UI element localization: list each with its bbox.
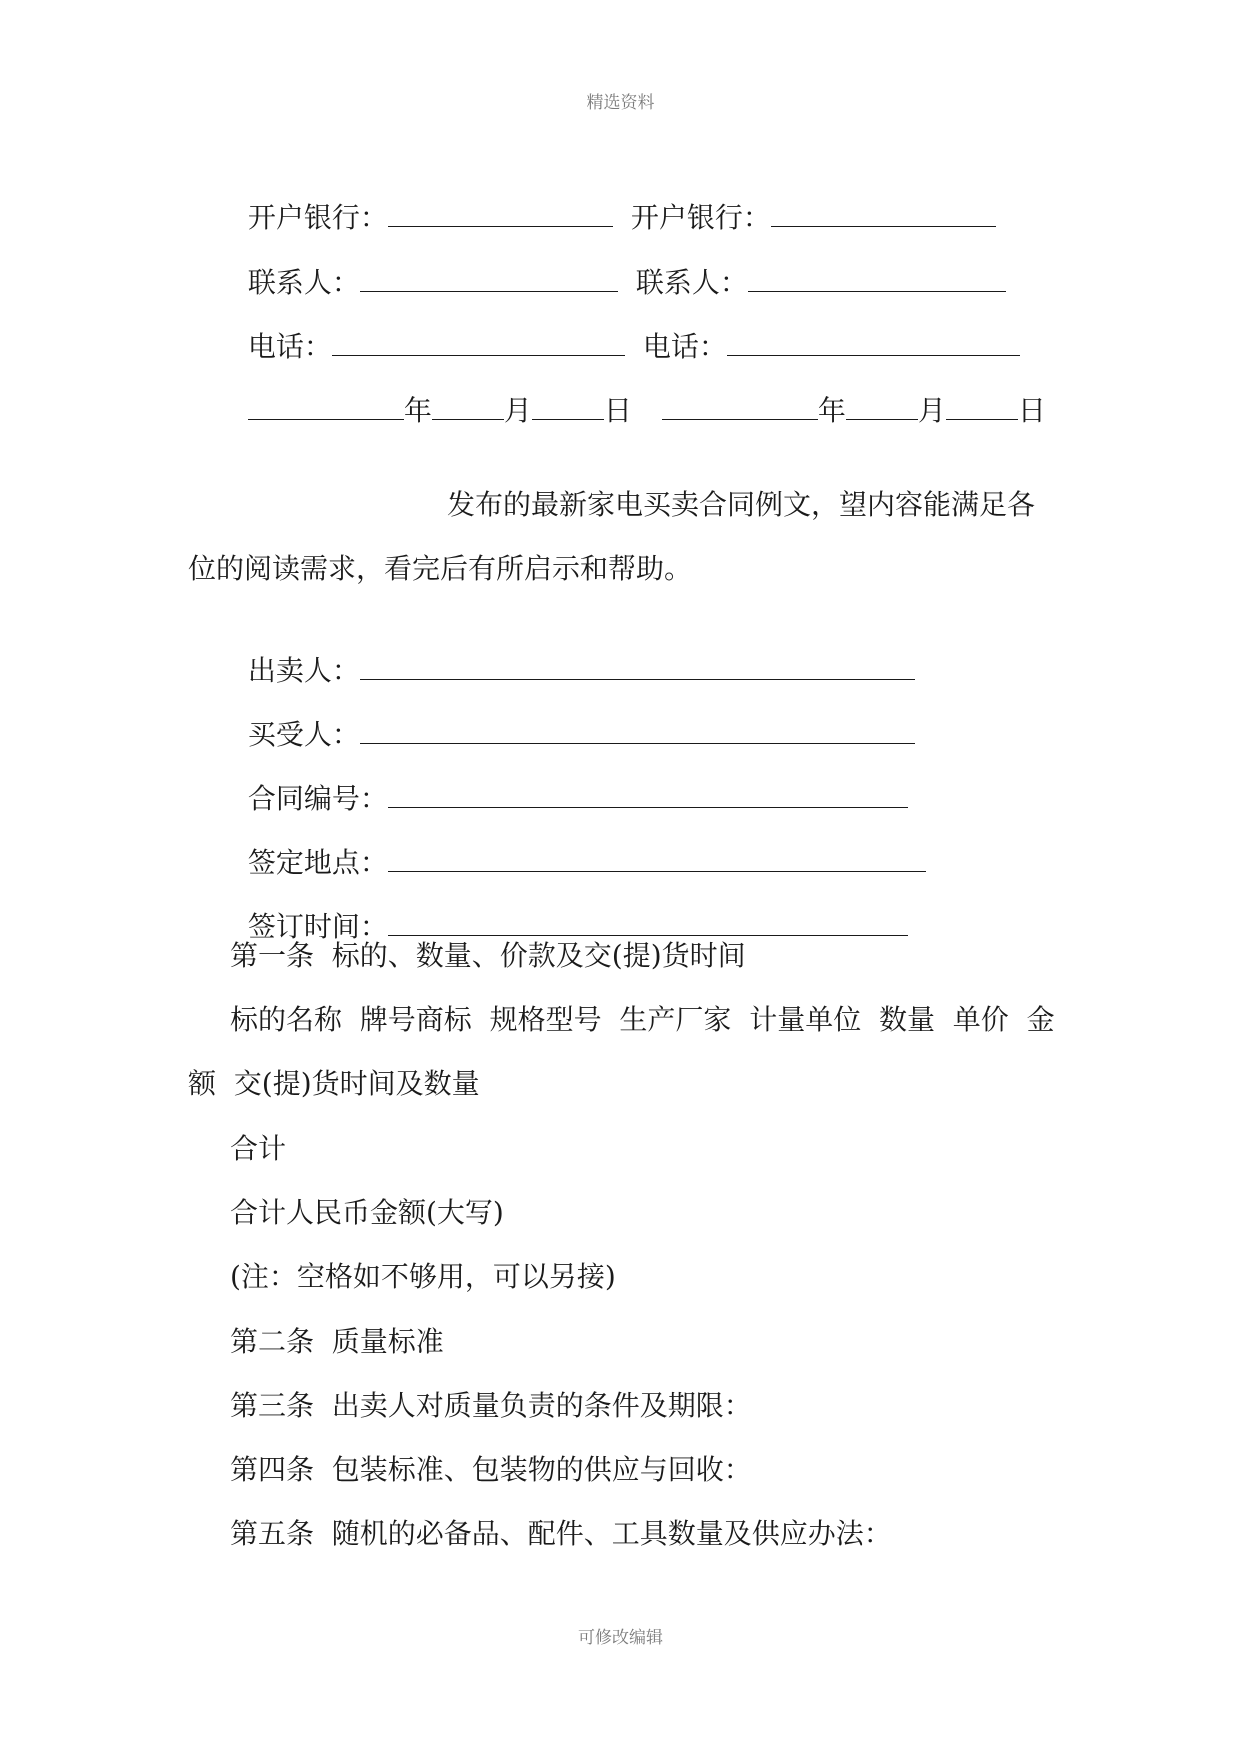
day-label-left: 日	[603, 394, 632, 427]
phone-row	[230, 293, 1020, 365]
page-footer: 可修改编辑	[578, 1628, 663, 1648]
article-1: 第一条 标的、数量、价款及交(提)货时间	[230, 939, 746, 972]
month-label-left: 月	[503, 394, 532, 427]
intro-line-1: 发布的最新家电买卖合同例文，望内容能满足各	[447, 488, 1036, 521]
article-4: 第四条 包装标准、包装物的供应与回收：	[230, 1453, 752, 1486]
day-blank-left[interactable]	[532, 395, 604, 420]
contact-blank-left[interactable]	[360, 267, 618, 292]
article-5: 第五条 随机的必备品、配件、工具数量及供应办法：	[230, 1517, 892, 1550]
article-3: 第三条 出卖人对质量负责的条件及期限：	[230, 1389, 752, 1422]
seller-blank[interactable]	[360, 655, 915, 680]
phone-blank-right[interactable]	[727, 331, 1020, 356]
bank-blank-left[interactable]	[388, 202, 613, 227]
page-header: 精选资料	[586, 93, 655, 113]
time-blank[interactable]	[388, 911, 908, 936]
contract-no-label: 合同编号：	[247, 782, 388, 815]
bank-row	[230, 164, 996, 236]
contact-label-left: 联系人：	[247, 266, 360, 299]
note-line: (注：空格如不够用，可以另接)	[230, 1260, 616, 1293]
place-blank[interactable]	[388, 847, 926, 872]
items-header-line-1: 标的名称 牌号商标 规格型号 生产厂家 计量单位 数量 单价 金	[230, 1003, 1055, 1036]
place-row	[230, 809, 926, 881]
date-row	[230, 357, 1046, 429]
time-label: 签订时间：	[247, 910, 388, 943]
intro-line-2: 位的阅读需求，看完后有所启示和帮助。	[188, 552, 693, 585]
phone-label-right: 电话：	[642, 330, 727, 363]
year-label-right: 年	[817, 394, 846, 427]
contact-label-right: 联系人：	[635, 266, 748, 299]
buyer-label: 买受人：	[247, 718, 360, 751]
contract-no-blank[interactable]	[388, 783, 908, 808]
buyer-blank[interactable]	[360, 719, 915, 744]
month-blank-right[interactable]	[846, 395, 918, 420]
month-blank-left[interactable]	[432, 395, 504, 420]
place-label: 签定地点：	[247, 846, 388, 879]
time-row	[230, 873, 908, 945]
bank-label-left: 开户银行：	[247, 201, 388, 234]
day-blank-right[interactable]	[946, 395, 1018, 420]
items-header-line-2: 额 交(提)货时间及数量	[188, 1067, 480, 1100]
bank-blank-right[interactable]	[771, 202, 996, 227]
seller-label: 出卖人：	[247, 654, 360, 687]
phone-blank-left[interactable]	[332, 331, 625, 356]
month-label-right: 月	[917, 394, 946, 427]
phone-label-left: 电话：	[247, 330, 332, 363]
day-label-right: 日	[1017, 394, 1046, 427]
year-label-left: 年	[403, 394, 432, 427]
bank-label-right: 开户银行：	[630, 201, 771, 234]
year-blank-right[interactable]	[662, 395, 818, 420]
total-rmb-line: 合计人民币金额(大写)	[230, 1196, 504, 1229]
seller-row	[230, 617, 915, 689]
buyer-row	[230, 681, 915, 753]
contract-no-row	[230, 745, 908, 817]
total-line: 合计	[230, 1132, 287, 1165]
year-blank-left[interactable]	[248, 395, 404, 420]
contact-row	[230, 229, 1006, 301]
article-2: 第二条 质量标准	[230, 1325, 444, 1358]
contact-blank-right[interactable]	[748, 267, 1006, 292]
